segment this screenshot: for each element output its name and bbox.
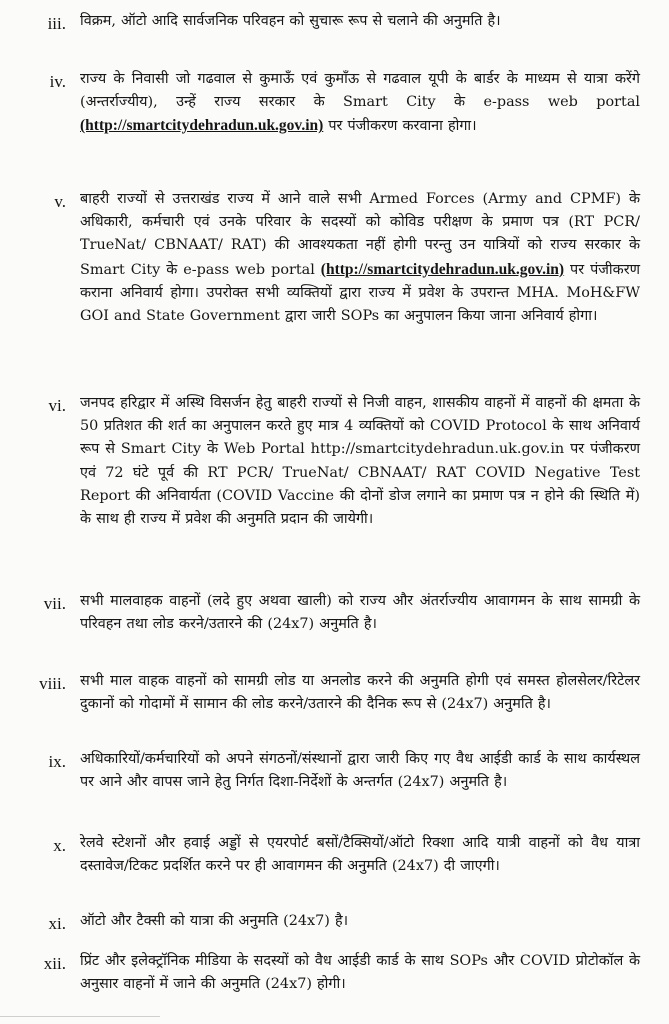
item-text: अधिकारियों/कर्मचारियों को अपने संगठनों/संस्थानों द्वारा जारी किए गए वैध आईडी कार्ड के साथ कार्यस्थल पर आने और वापस जाने हेतु निर्गत दिशा-निर्देशों के अन्तर्गत (24x7) अनुमति है। bbox=[80, 751, 640, 791]
item-number: vii. bbox=[43, 594, 66, 613]
item-number: ix. bbox=[48, 752, 66, 771]
item-text: सभी मालवाहक वाहनों (लदे हुए अथवा खाली) को राज्य और अंतर्राज्यीय आवागमन के साथ सामग्री के परिवहन तथा लोड करने/उतारने की (24x7) अनुमति है। bbox=[80, 593, 640, 633]
item-text-part: राज्य के निवासी जो गढवाल से कुमाऊँ एवं कुमाँऊ से गढवाल यूपी के बार्डर के माध्यम से यात्रा करेंगे (अन्तर्राज्यीय), उन्हें राज्य सरकार के Smart City के e-pass web portal bbox=[80, 71, 640, 111]
portal-link[interactable]: (http://smartcitydehradun.uk.gov.in) bbox=[80, 117, 324, 135]
portal-link[interactable]: (http://smartcitydehradun.uk.gov.in) bbox=[320, 260, 565, 278]
item-text bbox=[80, 188, 640, 328]
page-bottom-rule bbox=[0, 1016, 160, 1017]
item-text: विक्रम, ऑटो आदि सार्वजनिक परिवहन को सुचारू रूप से चलाने की अनुमति है। bbox=[80, 13, 501, 29]
item-text-part: पर पंजीकरण करवाना होगा। bbox=[323, 118, 477, 135]
item-number: vi. bbox=[48, 396, 66, 415]
item-number: x. bbox=[53, 836, 66, 855]
item-text: सभी माल वाहक वाहनों को सामग्री लोड या अनलोड करने की अनुमति होगी एवं समस्त होलसेलर/रिटेलर दुकानों को गोदामों में सामान की लोड करने/उतारने की दैनिक रूप से (24x7) अनुमति है। bbox=[80, 673, 640, 713]
item-text: रेलवे स्टेशनों और हवाई अड्डों से एयरपोर्ट बसों/टैक्सियों/ऑटो रिक्शा आदि यात्री वाहनों को वैध यात्रा दस्तावेज/टिकट प्रदर्शित करने पर ही आवागमन की अनुमति (24x7) दी जाएगी। bbox=[80, 835, 640, 875]
item-number: iv. bbox=[49, 72, 66, 91]
item-text bbox=[80, 68, 640, 139]
item-number: xi. bbox=[48, 914, 66, 933]
item-text-part: पर पंजीकरण कराना अनिवार्य होगा। उपरोक्त सभी व्यक्तियों द्वारा राज्य में प्रवेश के उपरान्त MHA. MoH&FW GOI and State Government द्वारा जारी SOPs का अनुपालन किया जाना अनिवार्य होगा। bbox=[80, 261, 640, 325]
item-number: iii. bbox=[47, 14, 66, 33]
item-number: v. bbox=[54, 192, 66, 211]
item-text: ऑटो और टैक्सी को यात्रा की अनुमति (24x7) है। bbox=[80, 913, 349, 929]
item-text: जनपद हरिद्वार में अस्थि विसर्जन हेतु बाहरी राज्यों से निजी वाहन, शासकीय वाहनों में वाहनों की क्षमता के 50 प्रतिशत की शर्त का अनुपालन करते हुए मात्र 4 व्यक्तियों को COVID Protocol के साथ अनिवार्य रूप से Smart City के Web Portal http://smartcitydehradun.uk.gov.in पर पंजीकरण एवं 72 घंटे पूर्व की RT PCR/ TrueNat/ CBNAAT/ RAT COVID Negative Test Report की अनिवार्यता (COVID Vaccine की दोनों डोज लगाने का प्रमाण पत्र न होने की स्थिति में) के साथ ही राज्य में प्रवेश की अनुमति प्रदान की जायेगी। bbox=[80, 395, 640, 528]
item-number: viii. bbox=[39, 674, 66, 693]
item-text: प्रिंट और इलेक्ट्रॉनिक मीडिया के सदस्यों को वैध आईडी कार्ड के साथ SOPs और COVID प्रोटोकॉल के अनुसार वाहनों में जाने की अनुमति (24x7) होगी। bbox=[80, 953, 640, 993]
item-text-part: बाहरी राज्यों से उत्तराखंड राज्य में आने वाले सभी Armed Forces (Army and CPMF) के अधिकारी, कर्मचारी एवं उनके परिवार के सदस्यों को कोविड परीक्षण के प्रमाण पत्र (RT PCR/ TrueNat/ CBNAAT/ RAT) की आवश्यकता नहीं होगी परन्तु उन यात्रियों को राज्य सरकार के Smart City के e-pass web portal bbox=[80, 191, 640, 278]
item-number: xii. bbox=[43, 954, 66, 973]
